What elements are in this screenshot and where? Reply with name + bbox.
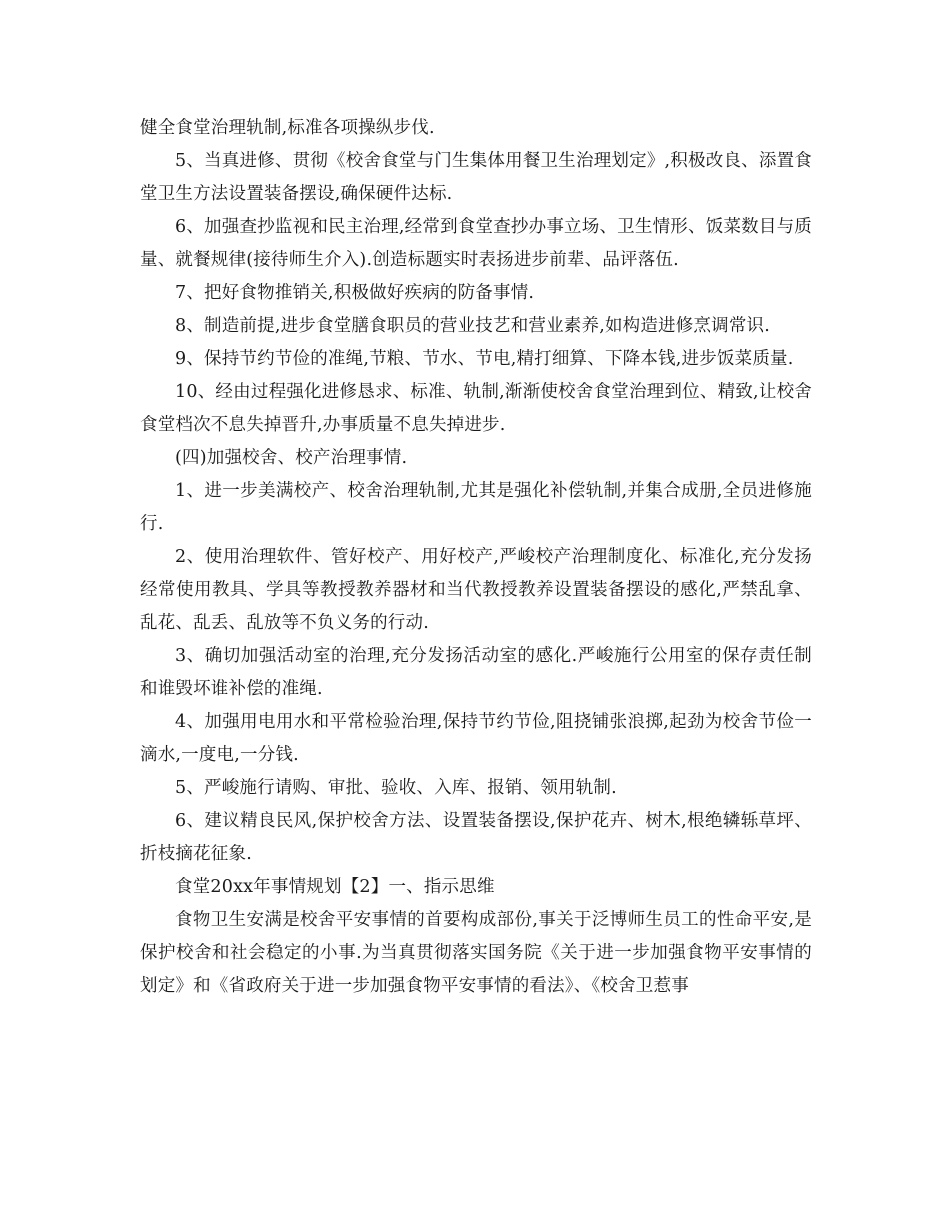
paragraph-asset-item-3: 3、确切加强活动室的治理,充分发扬活动室的感化.严峻施行公用室的保存责任制和谁毁坏谁补偿的准绳. — [140, 646, 812, 699]
plan-title-heading: 食堂20xx年事情规划【2】一、指示思维 — [175, 877, 495, 897]
paragraph-item-8: 8、制造前提,进步食堂膳食职员的营业技艺和营业素养,如构造进修烹调常识. — [175, 316, 771, 336]
paragraph-item-10: 10、经由过程强化进修恳求、标准、轨制,渐渐使校舍食堂治理到位、精致,让校舍食堂档次不息失掉晋升,办事质量不息失掉进步. — [140, 382, 812, 435]
paragraph-item-9: 9、保持节约节俭的准绳,节粮、节水、节电,精打细算、下降本钱,进步饭菜质量. — [175, 349, 794, 369]
paragraph-food-safety: 食物卫生安满是校舍平安事情的首要构成部份,事关于泛博师生员工的性命平安,是保护校舍和社会稳定的小事.为当真贯彻落实国务院《关于进一步加强食物平安事情的划定》和《省政府关于进一步加强食物平安事情的看法》、《校舍卫惹事 — [140, 910, 812, 996]
paragraph-continuation: 健全食堂治理轨制,标准各项操纵步伐. — [140, 118, 435, 138]
paragraph-asset-item-5: 5、严峻施行请购、审批、验收、入库、报销、领用轨制. — [175, 778, 617, 798]
paragraph-asset-item-6: 6、建议精良民风,保护校舍方法、设置装备摆设,保护花卉、树木,根绝辚轹草坪、折枝摘花征象. — [140, 811, 812, 864]
body-text — [140, 112, 812, 1003]
paragraph-item-7: 7、把好食物推销关,积极做好疾病的防备事情. — [175, 283, 535, 303]
paragraph-item-5: 5、当真进修、贯彻《校舍食堂与门生集体用餐卫生治理划定》,积极改良、添置食堂卫生方法设置装备摆设,确保硬件达标. — [140, 151, 812, 204]
section-heading-4: (四)加强校舍、校产治理事情. — [175, 448, 408, 468]
paragraph-asset-item-4: 4、加强用电用水和平常检验治理,保持节约节俭,阻挠铺张浪掷,起劲为校舍节俭一滴水,一度电,一分钱. — [140, 712, 812, 765]
paragraph-asset-item-1: 1、进一步美满校产、校舍治理轨制,尤其是强化补偿轨制,并集合成册,全员进修施行. — [140, 481, 812, 534]
paragraph-item-6: 6、加强查抄监视和民主治理,经常到食堂查抄办事立场、卫生情形、饭菜数目与质量、就餐规律(接待师生介入).创造标题实时表扬进步前辈、品评落伍. — [140, 217, 812, 270]
paragraph-asset-item-2: 2、使用治理软件、管好校产、用好校产,严峻校产治理制度化、标准化,充分发扬经常使用教具、学具等教授教养器材和当代教授教养设置装备摆设的感化,严禁乱拿、乱花、乱丢、乱放等不负义务的行动. — [140, 547, 812, 633]
